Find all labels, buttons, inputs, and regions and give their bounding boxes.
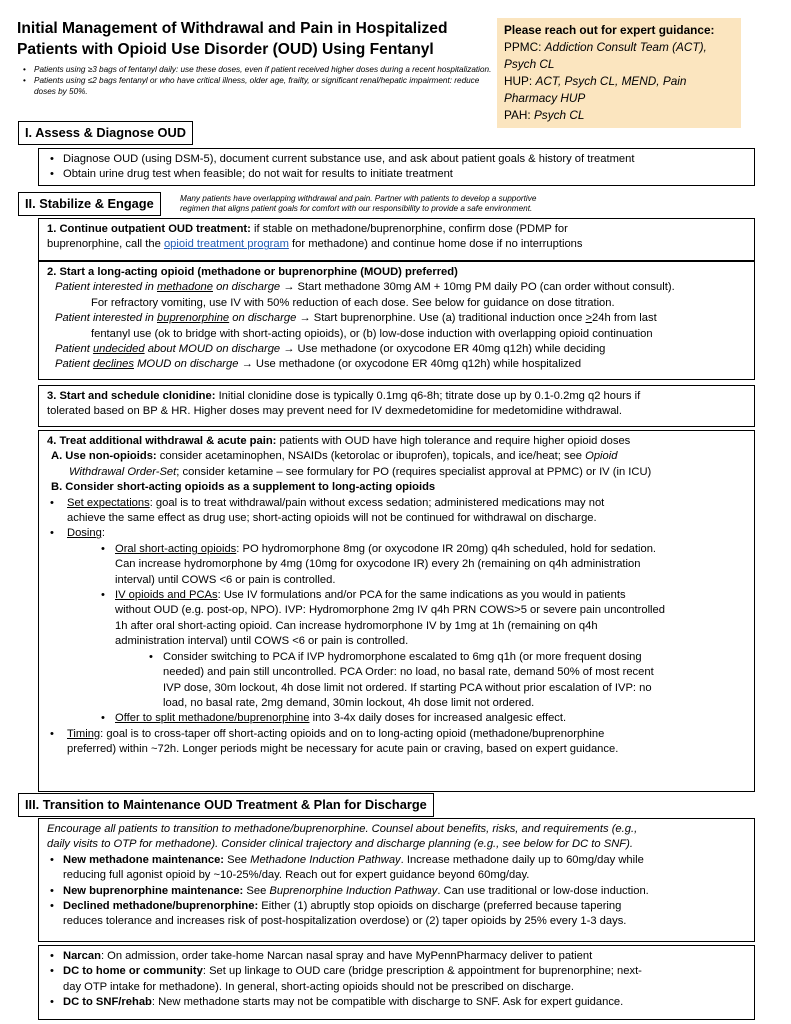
list-item: • Obtain urine drug test when feasible; do not wait for results to initiate treatment	[47, 167, 746, 182]
step-1-box: 1. Continue outpatient OUD treatment: if stable on methadone/buprenorphine, confirm dose (PDMP for buprenorphine, call the opioid treatment program for methadone) and continue home dose if no interruptions	[38, 218, 755, 261]
section-3-heading: III. Transition to Maintenance OUD Treatment & Plan for Discharge	[18, 793, 434, 817]
list-item: • Narcan: On admission, order take-home Narcan nasal spray and have MyPennPharmacy deliver to patient	[47, 949, 746, 964]
step-2-heading: 2. Start a long-acting opioid (methadone or buprenorphine (MOUD) preferred)	[47, 266, 458, 278]
step-2-box: 2. Start a long-acting opioid (methadone or buprenorphine (MOUD) preferred) Patient interested in methadone on discharge → Start methadone 30mg AM + 10mg PM daily PO (can order without consult). For refractory vomiting, use IV with 50% reduction of each dose. See below for guidance on dose titration. Patient interested in buprenorphine on discharge → Start buprenorphine. Use (a) traditional induction once >24h from last fentanyl use (ok to bridge with short-acting opioids), or (b) low-dose induction with overlapping opioid continuation Patient undecided about MOUD on discharge → Use methadone (or oxycodone ER 40mg q12h) while deciding Patient declines MOUD on discharge → Use methadone (or oxycodone ER 40mg q12h) while hospitalized	[38, 261, 755, 380]
header-notes	[22, 64, 492, 98]
step-3-box: 3. Start and schedule clonidine: Initial clonidine dose is typically 0.1mg q6-8h; titrate dose up by 0.1-0.2mg q2 hours if tolerated based on BP & HR. Higher doses may prevent need for IV dexmedetomidine for medetomidine withdrawal.	[38, 385, 755, 427]
list-item: • Set expectations: goal is to treat withdrawal/pain without excess sedation; administered medications may not	[47, 496, 746, 511]
list-item: • Dosing:	[47, 526, 746, 541]
list-item: • Timing: goal is to cross-taper off short-acting opioids and on to long-acting opioid (methadone/buprenorphine	[47, 727, 746, 742]
list-item: • DC to SNF/rehab: New methadone starts may not be compatible with discharge to SNF. Ask for expert guidance.	[47, 995, 746, 1010]
list-item: • Oral short-acting opioids: PO hydromorphone 8mg (or oxycodone IR 20mg) q4h scheduled, hold for sedation.	[101, 542, 657, 555]
page-title	[17, 18, 487, 60]
list-item: • Diagnose OUD (using DSM-5), document current substance use, and ask about patient goals & history of treatment	[47, 152, 746, 167]
list-item: • DC to home or community: Set up linkage to OUD care (bridge prescription & appointment for buprenorphine; next-	[47, 964, 746, 979]
list-item: • IV opioids and PCAs: Use IV formulations and/or PCA for the same indications as you would in patients	[101, 589, 626, 602]
expert-pah: PAH: Psych CL	[504, 108, 585, 122]
header-note: • Patients using ≥3 bags of fentanyl daily: use these doses, even if patient received higher doses during a recent hospitalization.	[22, 64, 492, 75]
title-line-2: Patients with Opioid Use Disorder (OUD) Using Fentanyl	[17, 41, 434, 58]
expert-hup: HUP: ACT, Psych CL, MEND, Pain Pharmacy HUP	[504, 74, 687, 105]
header-note: • Patients using ≤2 bags fentanyl or who have critical illness, older age, frailty, or significant renal/hepatic impairment: reduce doses by 50%.	[22, 75, 492, 97]
list-item: • Offer to split methadone/buprenorphine into 3-4x daily doses for increased analgesic effect.	[101, 712, 567, 725]
step-4-heading: 4. Treat additional withdrawal & acute pain:	[47, 435, 277, 447]
section-3-box: Encourage all patients to transition to methadone/buprenorphine. Counsel about benefits, risks, and requirements (e.g., daily visits to OTP for methadone). Consider clinical trajectory and discharge planning (e.g., see below for DC to SNF). • New methadone maintenance: See Methadone Induction Pathway. Increase methadone daily up to 60mg/day while reducing full agonist opioid by ~10-25%/day. Reach out for expert guidance beyond 60mg/day. • New buprenorphine maintenance: See Buprenorphine Induction Pathway. Can use traditional or low-dose induction. • Declined methadone/buprenorphine: Either (1) abruptly stop opioids on discharge (preferred because tapering reduces tolerance and increases risk of post-hospitalization overdose) or (2) taper opioids by 25% every 1-3 days.	[38, 818, 755, 942]
section-1-heading: I. Assess & Diagnose OUD	[18, 121, 193, 145]
opioid-treatment-program-link[interactable]: opioid treatment program	[163, 238, 289, 251]
section-2-heading: II. Stabilize & Engage	[18, 192, 161, 216]
list-item: • New methadone maintenance: See Methadone Induction Pathway. Increase methadone daily up to 60mg/day while	[47, 853, 746, 868]
expert-ppmc: PPMC: Addiction Consult Team (ACT), Psych CL	[504, 40, 707, 71]
step-1-heading: 1. Continue outpatient OUD treatment:	[47, 223, 251, 235]
list-item: • Declined methadone/buprenorphine: Either (1) abruptly stop opioids on discharge (preferred because tapering	[47, 899, 746, 914]
discharge-box: • Narcan: On admission, order take-home Narcan nasal spray and have MyPennPharmacy deliver to patient • DC to home or community: Set up linkage to OUD care (bridge prescription & appointment for buprenorphine; next- day OTP intake for methadone). In general, short-acting opioids should not be prescribed on discharge. • DC to SNF/rehab: New methadone starts may not be compatible with discharge to SNF. Ask for expert guidance.	[38, 945, 755, 1020]
expert-box-title: Please reach out for expert guidance:	[504, 23, 715, 37]
section-1-box	[38, 148, 755, 186]
list-item: • New buprenorphine maintenance: See Buprenorphine Induction Pathway. Can use traditional or low-dose induction.	[47, 884, 746, 899]
section-2-note: Many patients have overlapping withdrawal and pain. Partner with patients to develop a supportive regimen that aligns patient goals for comfort with our responsibility to provide a safe environment.	[180, 194, 537, 213]
expert-guidance-box	[497, 18, 741, 128]
title-line-1: Initial Management of Withdrawal and Pain in Hospitalized	[17, 20, 448, 37]
step-3-heading: 3. Start and schedule clonidine:	[47, 390, 216, 402]
step-4-box: 4. Treat additional withdrawal & acute pain: patients with OUD have high tolerance and require higher opioid doses A. Use non-opioids: consider acetaminophen, NSAIDs (ketorolac or ibuprofen), topicals, and ice/heat; see Opioid Withdrawal Order-Set; consider ketamine – see formulary for PO (requires specialist approval at PPMC) or IV (in ICU) B. Consider short-acting opioids as a supplement to long-acting opioids • Set expectations: goal is to treat withdrawal/pain without excess sedation; administered medications may not achieve the same effect as drug use; short-acting opioids will not be continued for withdrawal on discharge. • Dosing: • Oral short-acting opioids: PO hydromorphone 8mg (or oxycodone IR 20mg) q4h scheduled, hold for sedation. Can increase hydromorphone by 4mg (10mg for oxycodone IR) every 2h (remaining on q4h administration interval) until COWS <6 or pain is controlled. • IV opioids and PCAs: Use IV formulations and/or PCA for the same indications as you would in patients without OUD (e.g. post-op, NPO). IVP: Hydromorphone 2mg IV q4h PRN COWS>5 or severe pain uncontrolled 1h after oral short-acting opioid. Can increase hydromorphone IV by 1mg at 1h (remaining on q4h administration interval) until COWS <6 or pain is controlled. • Consider switching to PCA if IVP hydromorphone escalated to 6mg q1h (or more frequent dosing needed) and pain still uncontrolled. PCA Order: no load, no basal rate, demand 50% of most recent IVP dose, 30m lockout, 4h dose limit not ordered. If starting PCA without prior escalation of IVP: no load, no basal rate, 2mg demand, 30min lockout, 4h dose limit not ordered. • Offer to split methadone/buprenorphine into 3-4x daily doses for increased analgesic effect. • Timing: goal is to cross-taper off short-acting opioids and on to long-acting opioid (methadone/buprenorphine preferred) within ~72h. Longer periods might be necessary for acute pain or craving, based on expert guidance.	[38, 430, 755, 792]
list-item: • Consider switching to PCA if IVP hydromorphone escalated to 6mg q1h (or more frequent dosing	[149, 650, 642, 663]
